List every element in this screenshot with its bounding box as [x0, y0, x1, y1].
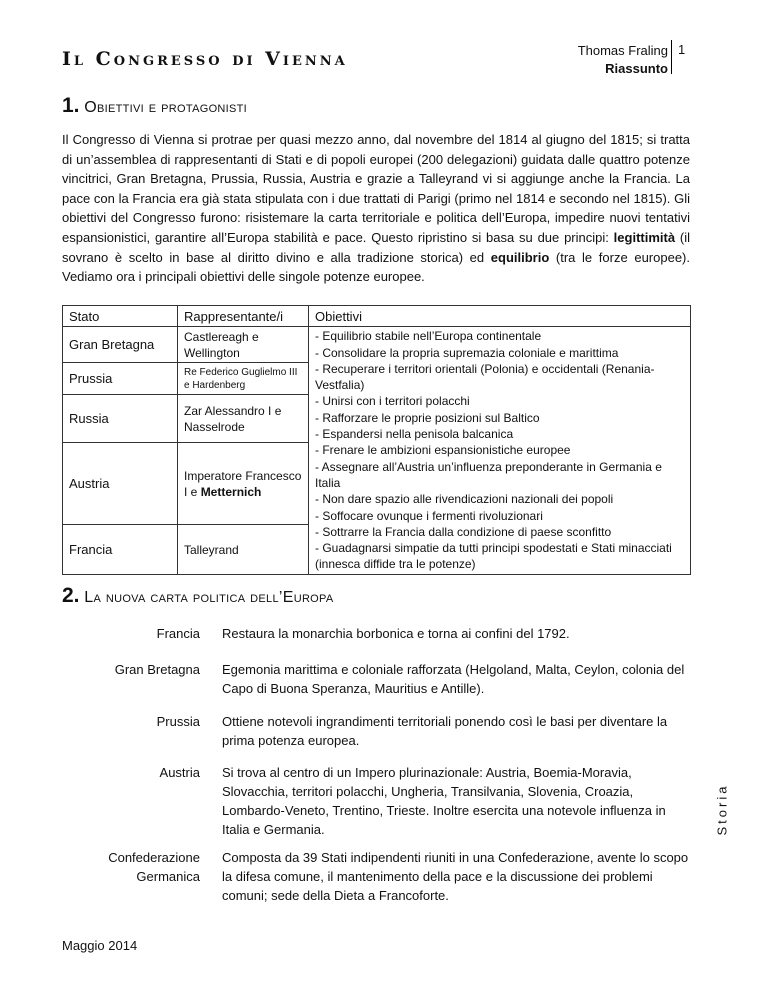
objective-item: - Guadagnarsi simpatie da tutti principi spodestati e Stati minacciati (innesca diffide tra le potenze) [315, 541, 672, 572]
header-author: Thomas Fraling [577, 43, 668, 58]
carta-label: Austria [159, 765, 200, 780]
carta-description: Si trova al centro di un Impero plurinazionale: Austria, Boemia-Moravia, Slovacchia, territori polacchi, Ungheria, Transilvania, Slovenia, Croazia, Lombardo-Veneto, Trentino, Trieste. Inoltre esercita una notevole influenza in Italia e Germania. [222, 765, 666, 837]
state-cell: Gran Bretagna [63, 327, 178, 363]
representative-cell [178, 443, 309, 525]
representative-text: Imperatore Francesco I e [184, 468, 302, 499]
intro-text-c: (tra le forze europee). Vediamo ora i principali obiettivi delle singole potenze europee. [62, 249, 690, 285]
carta-description: Ottiene notevoli ingrandimenti territoriali ponendo così le basi per diventare la prima potenza europea. [222, 714, 668, 748]
table-header-stato: Stato [63, 306, 178, 327]
table-row [63, 327, 691, 363]
objective-item: - Sottrarre la Francia dalla condizione di paese sconfitto [315, 524, 612, 539]
carta-description: Restaura la monarchia borbonica e torna ai confini del 1792. [222, 626, 570, 641]
objectives-cell [309, 327, 691, 575]
objective-item: - Espandersi nella penisola balcanica [315, 427, 514, 442]
section-2-heading [62, 584, 334, 608]
table-header-rappresentanti: Rappresentante/i [178, 306, 309, 327]
page-number: 1 [678, 42, 686, 57]
intro-text-a: Il Congresso di Vienna si protrae per quasi mezzo anno, dal novembre del 1814 al giugno del 1815; si tratta di un’assemblea di rappresentanti di Stati e di popoli europei (200 delegazioni) guidata dalle quattro potenze vincitrici, Gran Bretagna, Prussia, Russia, Austria e grazie a Talleyrand vi si aggiunge anche la Francia. La pace con la Francia era già stata stipulata con i due trattati di Parigi (primo nel 1814 e secondo nel 1815). Gli obiettivi del Congresso furono: risistemare la carta territoriale e politica dell’Europa, impedire nuovi tentativi espansionistici, garantire all’Europa stabilità e pace. Questo ripristino si basa su due principi: [62, 132, 690, 245]
subject-text: Storia [714, 783, 730, 836]
keyword-equilibrio: equilibrio [490, 249, 550, 265]
state-cell: Prussia [63, 363, 178, 395]
objective-item: - Consolidare la propria supremazia coloniale e marittima [315, 345, 619, 360]
section-1-heading [62, 94, 247, 118]
carta-label: Gran Bretagna [114, 662, 200, 677]
objective-item: - Non dare spazio alle rivendicazioni nazionali dei popoli [315, 492, 614, 507]
keyword-legittimita: legittimità [613, 229, 676, 245]
section-1-number: 1. [62, 94, 80, 117]
header-divider [671, 40, 672, 74]
intro-paragraph [62, 130, 690, 287]
table-header-obiettivi: Obiettivi [309, 306, 691, 327]
state-cell: Russia [63, 395, 178, 443]
representative-cell: Castlereagh e Wellington [178, 327, 309, 363]
carta-label: Confederazione Germanica [108, 850, 200, 884]
carta-label: Francia [156, 626, 200, 641]
objective-item: - Rafforzare le proprie posizioni sul Baltico [315, 410, 540, 425]
table-header-row [63, 306, 691, 327]
representative-metternich: Metternich [200, 484, 262, 499]
side-subject-label [710, 782, 740, 842]
document-title: Il Congresso di Vienna [62, 48, 348, 70]
intro-text-b: (il sovrano è scelto in base al diritto divino e alla tradizione storica) ed [62, 229, 690, 265]
objective-item: - Unirsi con i territori polacchi [315, 394, 470, 409]
header-subtitle: Riassunto [605, 61, 668, 76]
section-1-title: Obiettivi e protagonisti [84, 99, 248, 116]
section-2-number: 2. [62, 584, 80, 607]
state-cell: Austria [63, 443, 178, 525]
objective-item: - Assegnare all’Austria un’influenza preponderante in Germania e Italia [315, 459, 662, 490]
carta-description: Composta da 39 Stati indipendenti riuniti in una Confederazione, avente lo scopo la difesa comune, il mantenimento della pace e la discussione dei problemi comuni; sede della Dieta a Francoforte. [222, 850, 689, 903]
objective-item: - Recuperare i territori orientali (Polonia) e occidentali (Renania-Vestfalia) [315, 361, 655, 393]
footer-date: Maggio 2014 [62, 938, 138, 953]
carta-label: Prussia [156, 714, 200, 729]
representative-cell: Re Federico Guglielmo III e Hardenberg [178, 363, 309, 395]
section-2-title: La nuova carta politica dell’Europa [84, 589, 334, 606]
carta-description: Egemonia marittima e coloniale rafforzata (Helgoland, Malta, Ceylon, colonia del Capo di Buona Speranza, Mauritius e Antille). [222, 662, 685, 696]
objectives-table [62, 305, 691, 575]
objective-item: - Frenare le ambizioni espansionistiche europee [315, 443, 571, 458]
objective-item: - Soffocare ovunque i fermenti rivoluzionari [315, 508, 543, 523]
state-cell: Francia [63, 525, 178, 575]
representative-cell: Talleyrand [178, 525, 309, 575]
objective-item: - Equilibrio stabile nell’Europa continentale [315, 329, 542, 344]
representative-cell: Zar Alessandro I e Nasselrode [178, 395, 309, 443]
header-meta [578, 42, 668, 78]
